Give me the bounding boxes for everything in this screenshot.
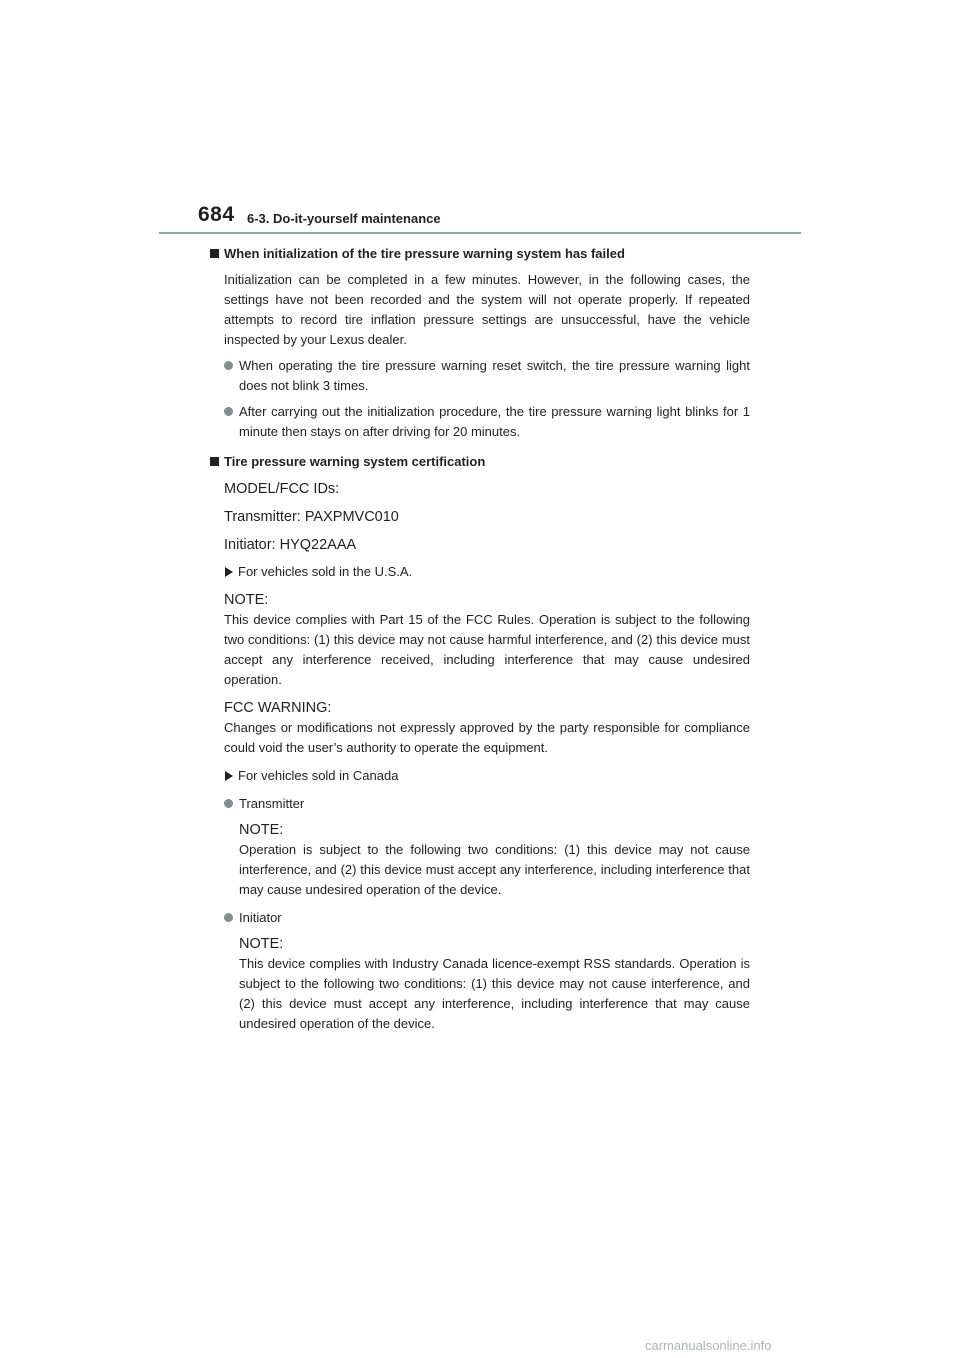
transmitter-id: Transmitter: PAXPMVC010 xyxy=(224,509,399,525)
usa-note-body: This device complies with Part 15 of the FCC Rules. Operation is subject to the following two conditions: (1) this device may not cause harmful interference, and (2) this device must accept any interference received, including interference that may cause undesired operation. xyxy=(224,612,750,687)
note-heading: NOTE: xyxy=(239,936,284,952)
section-title: 6-3. Do-it-yourself maintenance xyxy=(247,211,441,226)
circle-bullet-icon xyxy=(224,799,233,808)
header-divider xyxy=(159,232,801,234)
initiator-id: Initiator: HYQ22AAA xyxy=(224,537,357,553)
note-body: Operation is subject to the following two conditions: (1) this device may not cause interference, and (2) this device must accept any interference, including interference that may cause undesired operation of the device. xyxy=(239,842,750,897)
model-ids-label: MODEL/FCC IDs: xyxy=(224,481,340,497)
heading-text: Tire pressure warning system certification xyxy=(224,454,486,469)
circle-bullet-icon xyxy=(224,913,233,922)
note-heading: NOTE: xyxy=(239,822,284,838)
usa-note-heading: NOTE: xyxy=(224,592,269,608)
page-number: 684 xyxy=(198,203,235,226)
canada-initiator-item xyxy=(224,908,750,928)
fcc-warning-body: Changes or modifications not expressly approved by the party responsible for compliance could void the user’s authority to operate the equipment. xyxy=(224,720,750,755)
intro-paragraph: Initialization can be completed in a few minutes. However, in the following cases, the settings have not been recorded and the system will not operate properly. If repeated attempts to record tire inflation pressure settings are unsuccessful, have the vehicle inspected by your Lexus dealer. xyxy=(224,272,750,347)
list-item-text: Initiator xyxy=(239,910,282,925)
canada-initiator-note xyxy=(210,934,750,1034)
heading-certification xyxy=(210,452,750,472)
circle-bullet-icon xyxy=(224,361,233,370)
circle-bullet-icon xyxy=(224,407,233,416)
square-bullet-icon xyxy=(210,249,219,258)
canada-section-label xyxy=(224,766,750,786)
usa-label-text: For vehicles sold in the U.S.A. xyxy=(238,564,413,579)
list-item xyxy=(224,402,750,442)
canada-transmitter-note xyxy=(210,820,750,900)
page-content xyxy=(210,244,750,1042)
list-item-text: After carrying out the initialization procedure, the tire pressure warning light blinks for 1 minute then stays on after driving for 20 minutes. xyxy=(239,404,750,439)
note-body: This device complies with Industry Canada licence-exempt RSS standards. Operation is subject to the following two conditions: (1) this device may not cause interference, and (2) this device must accept any interference, including interference that may cause undesired operation of the device. xyxy=(239,956,750,1031)
usa-section-label xyxy=(224,562,750,582)
list-item xyxy=(224,356,750,396)
list-item-text: Transmitter xyxy=(239,796,305,811)
fcc-warning-heading: FCC WARNING: xyxy=(224,700,332,716)
canada-label-text: For vehicles sold in Canada xyxy=(238,768,399,783)
triangle-right-icon xyxy=(225,567,233,577)
canada-transmitter-item xyxy=(224,794,750,814)
square-bullet-icon xyxy=(210,457,219,466)
triangle-right-icon xyxy=(225,771,233,781)
heading-initialization-failed xyxy=(210,244,750,264)
list-item-text: When operating the tire pressure warning reset switch, the tire pressure warning light does not blink 3 times. xyxy=(239,358,750,393)
watermark: carmanualsonline.info xyxy=(645,1338,772,1353)
heading-text: When initialization of the tire pressure warning system has failed xyxy=(224,246,625,261)
